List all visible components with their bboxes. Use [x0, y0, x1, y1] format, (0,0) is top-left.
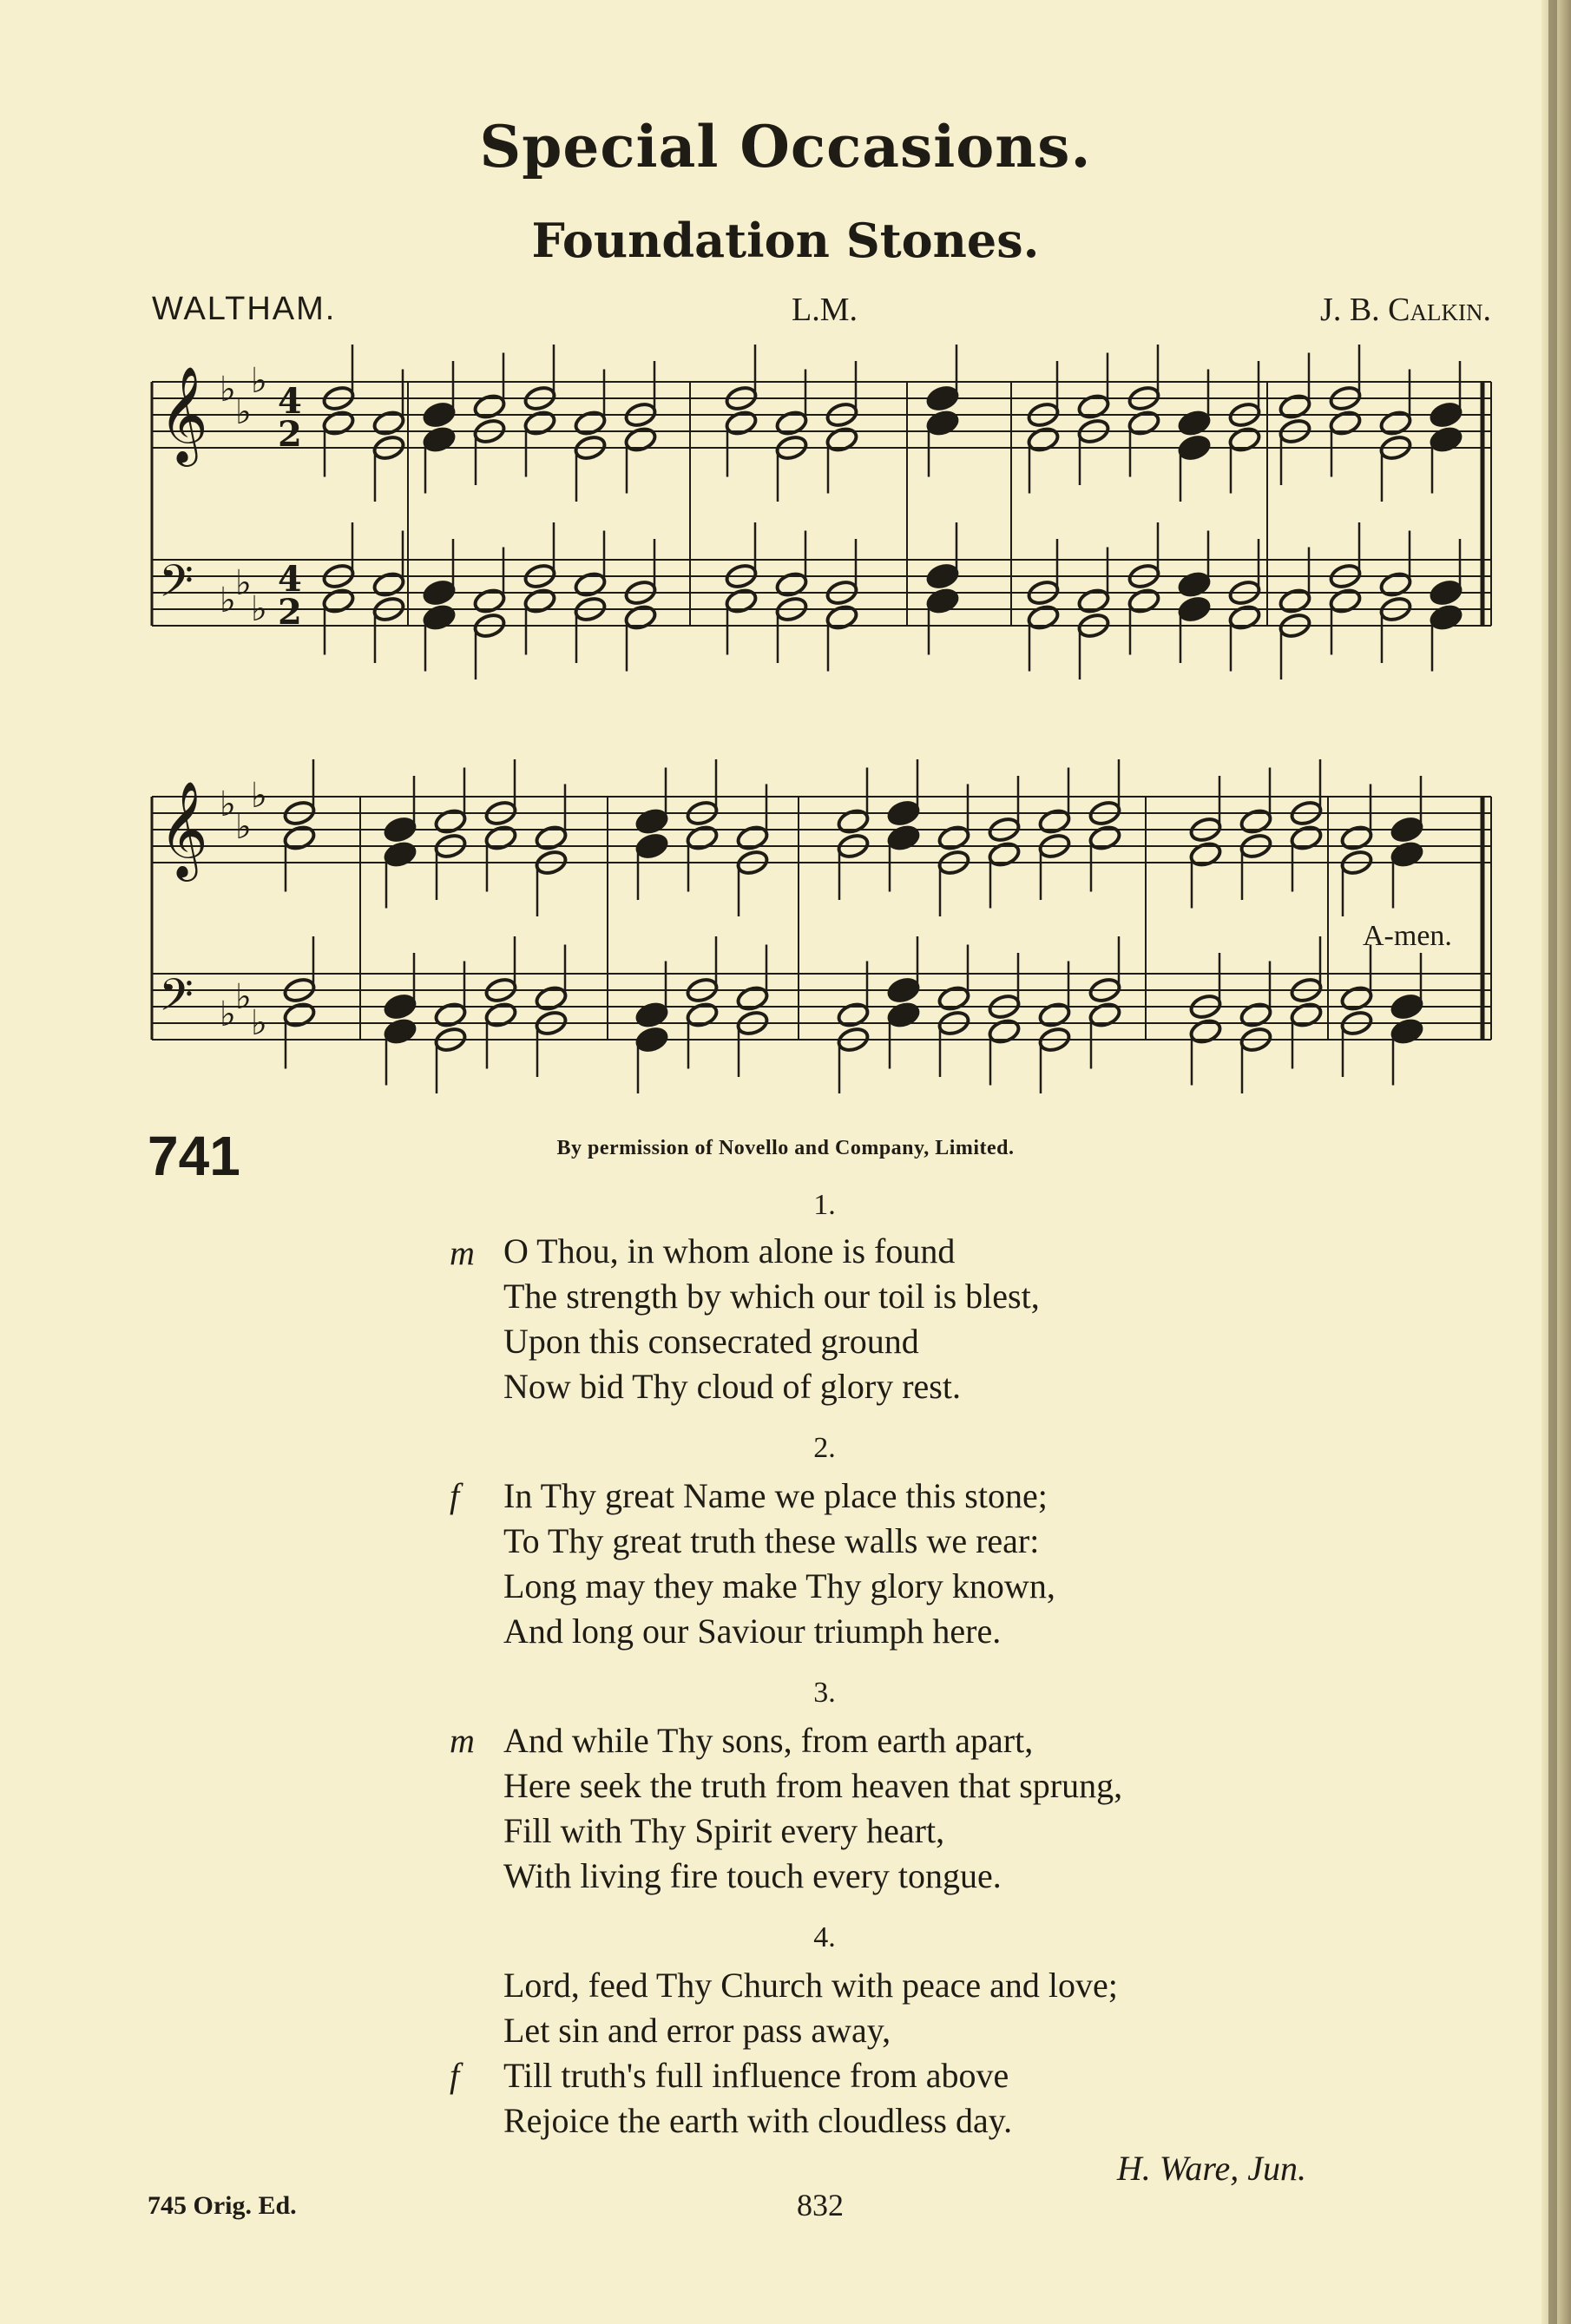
permission-note: By permission of Novello and Company, Limited.	[556, 1137, 1015, 1159]
note-head	[1026, 603, 1060, 631]
note-head	[623, 425, 657, 453]
note-head	[925, 384, 959, 412]
verse-line: Here seek the truth from heaven that sprung,	[503, 1766, 1123, 1805]
note-head	[1390, 840, 1423, 868]
verse-line: And long our Saviour triumph here.	[503, 1612, 1002, 1651]
note-head	[987, 840, 1021, 868]
note-head	[1289, 1001, 1323, 1028]
time-signature-top: 4	[278, 559, 302, 600]
note-head	[1390, 1017, 1423, 1045]
note-head	[825, 603, 858, 631]
dynamic-mark: f	[450, 2056, 460, 2095]
verse-line: With living fire touch every tongue.	[503, 1856, 1002, 1895]
note-head	[1088, 824, 1121, 851]
music-score	[0, 0, 1571, 1093]
note-head	[925, 409, 959, 437]
bass-clef: 𝄢	[159, 968, 194, 1032]
verse-number: 1.	[813, 1189, 836, 1221]
note-head	[937, 984, 970, 1012]
note-head	[987, 1017, 1021, 1045]
note-head	[1328, 587, 1362, 614]
verse-line: Long may they make Thy glory known,	[503, 1566, 1055, 1605]
note-head	[422, 425, 456, 453]
note-head	[573, 570, 607, 598]
note-head	[1127, 587, 1160, 614]
flat-sign: ♭	[235, 563, 252, 603]
flat-sign: ♭	[251, 776, 267, 816]
note-head	[735, 824, 769, 851]
verse-line: To Thy great truth these walls we rear:	[503, 1521, 1040, 1560]
dynamic-mark: f	[450, 1476, 460, 1515]
note-head	[483, 824, 517, 851]
treble-clef: 𝄞	[159, 780, 208, 877]
note-head	[1088, 1001, 1121, 1028]
verse-line: Now bid Thy cloud of glory rest.	[503, 1367, 961, 1406]
note-head	[534, 824, 568, 851]
note-head	[1188, 1017, 1222, 1045]
note-head	[925, 562, 959, 590]
flat-sign: ♭	[220, 995, 236, 1034]
verse-line: Fill with Thy Spirit every heart,	[503, 1811, 945, 1850]
note-head	[573, 409, 607, 437]
note-head	[1227, 603, 1261, 631]
note-head	[1429, 401, 1463, 429]
note-head	[685, 1001, 719, 1028]
bass-clef: 𝄢	[159, 555, 194, 618]
time-signature-bottom: 2	[278, 592, 302, 633]
verse-line: Till truth's full influence from above	[503, 2056, 1009, 2095]
verse-line: Upon this consecrated ground	[503, 1322, 919, 1361]
note-head	[724, 409, 758, 437]
verse-number: 3.	[813, 1677, 836, 1709]
note-head	[422, 401, 456, 429]
note-head	[836, 807, 870, 835]
note-head	[321, 409, 355, 437]
note-head	[321, 587, 355, 614]
note-head	[1278, 587, 1311, 614]
note-head	[1278, 392, 1311, 420]
section-subtitle: Foundation Stones.	[531, 213, 1040, 268]
note-head	[523, 409, 556, 437]
note-head	[472, 392, 506, 420]
tune-meter: L.M.	[792, 292, 858, 328]
note-head	[1289, 824, 1323, 851]
note-head	[886, 824, 920, 851]
verse-line: And while Thy sons, from earth apart,	[503, 1721, 1034, 1760]
treble-clef: 𝄞	[159, 365, 208, 463]
verse-line: Rejoice the earth with cloudless day.	[503, 2101, 1013, 2140]
note-head	[1339, 824, 1373, 851]
hymn-author: H. Ware, Jun.	[1116, 2149, 1306, 2188]
note-head	[483, 1001, 517, 1028]
note-head	[383, 816, 417, 844]
time-signature-top: 4	[278, 381, 302, 422]
note-head	[724, 587, 758, 614]
note-head	[383, 840, 417, 868]
note-head	[685, 824, 719, 851]
note-head	[433, 807, 467, 835]
flat-sign: ♭	[251, 589, 267, 629]
note-head	[1429, 579, 1463, 607]
flat-sign: ♭	[251, 1003, 267, 1043]
note-head	[1177, 595, 1211, 623]
verse-number: 4.	[813, 1921, 836, 1953]
note-head	[1177, 434, 1211, 462]
hymn-number: 741	[148, 1125, 240, 1187]
note-head	[825, 425, 858, 453]
dynamic-mark: m	[450, 1233, 475, 1272]
note-head	[534, 984, 568, 1012]
note-head	[371, 409, 405, 437]
note-head	[634, 1026, 668, 1054]
note-head	[634, 807, 668, 835]
note-head	[422, 579, 456, 607]
verse-number: 2.	[813, 1432, 836, 1464]
flat-sign: ♭	[235, 977, 252, 1017]
note-head	[1378, 409, 1412, 437]
note-head	[1037, 1001, 1071, 1028]
note-head	[925, 587, 959, 614]
note-head	[886, 799, 920, 827]
flat-sign: ♭	[235, 392, 252, 432]
note-head	[1188, 840, 1222, 868]
verse-line: The strength by which our toil is blest,	[503, 1277, 1040, 1316]
note-head	[1429, 425, 1463, 453]
note-head	[1177, 570, 1211, 598]
flat-sign: ♭	[220, 581, 236, 620]
note-head	[383, 1017, 417, 1045]
note-head	[1339, 984, 1373, 1012]
note-head	[1227, 425, 1261, 453]
note-head	[886, 976, 920, 1004]
edition-note: 745 Orig. Ed.	[148, 2191, 297, 2220]
note-head	[1390, 993, 1423, 1021]
note-head	[623, 603, 657, 631]
note-head	[937, 824, 970, 851]
note-head	[472, 587, 506, 614]
time-signature-bottom: 2	[278, 414, 302, 455]
flat-sign: ♭	[220, 370, 236, 410]
note-head	[1239, 1001, 1272, 1028]
note-head	[1026, 425, 1060, 453]
flat-sign: ♭	[220, 785, 236, 824]
note-head	[1037, 807, 1071, 835]
note-head	[1328, 409, 1362, 437]
note-head	[774, 570, 808, 598]
note-head	[1429, 603, 1463, 631]
verse-line: In Thy great Name we place this stone;	[503, 1476, 1048, 1515]
flat-sign: ♭	[251, 361, 267, 401]
note-head	[634, 1001, 668, 1028]
note-head	[886, 1001, 920, 1028]
note-head	[1239, 807, 1272, 835]
note-head	[433, 1001, 467, 1028]
note-head	[422, 603, 456, 631]
note-head	[1076, 392, 1110, 420]
note-head	[774, 409, 808, 437]
note-head	[836, 1001, 870, 1028]
verse-line: Let sin and error pass away,	[503, 2011, 891, 2050]
tune-name: WALTHAM.	[152, 291, 337, 327]
verse-line: O Thou, in whom alone is found	[503, 1231, 956, 1270]
note-head	[1378, 570, 1412, 598]
note-head	[1177, 409, 1211, 437]
note-head	[1127, 409, 1160, 437]
note-head	[1076, 587, 1110, 614]
flat-sign: ♭	[235, 807, 252, 847]
note-head	[282, 1001, 316, 1028]
note-head	[282, 824, 316, 851]
tune-composer: J. B. Calkin.	[1320, 292, 1491, 328]
note-head	[735, 984, 769, 1012]
note-head	[634, 832, 668, 860]
section-title: Special Occasions.	[479, 113, 1092, 181]
dynamic-mark: m	[450, 1721, 475, 1760]
note-head	[523, 587, 556, 614]
note-head	[371, 570, 405, 598]
amen-label: A-men.	[1363, 920, 1452, 952]
page-number: 832	[797, 2188, 844, 2222]
note-head	[383, 993, 417, 1021]
note-head	[1390, 816, 1423, 844]
verse-line: Lord, feed Thy Church with peace and love;	[503, 1966, 1118, 2005]
